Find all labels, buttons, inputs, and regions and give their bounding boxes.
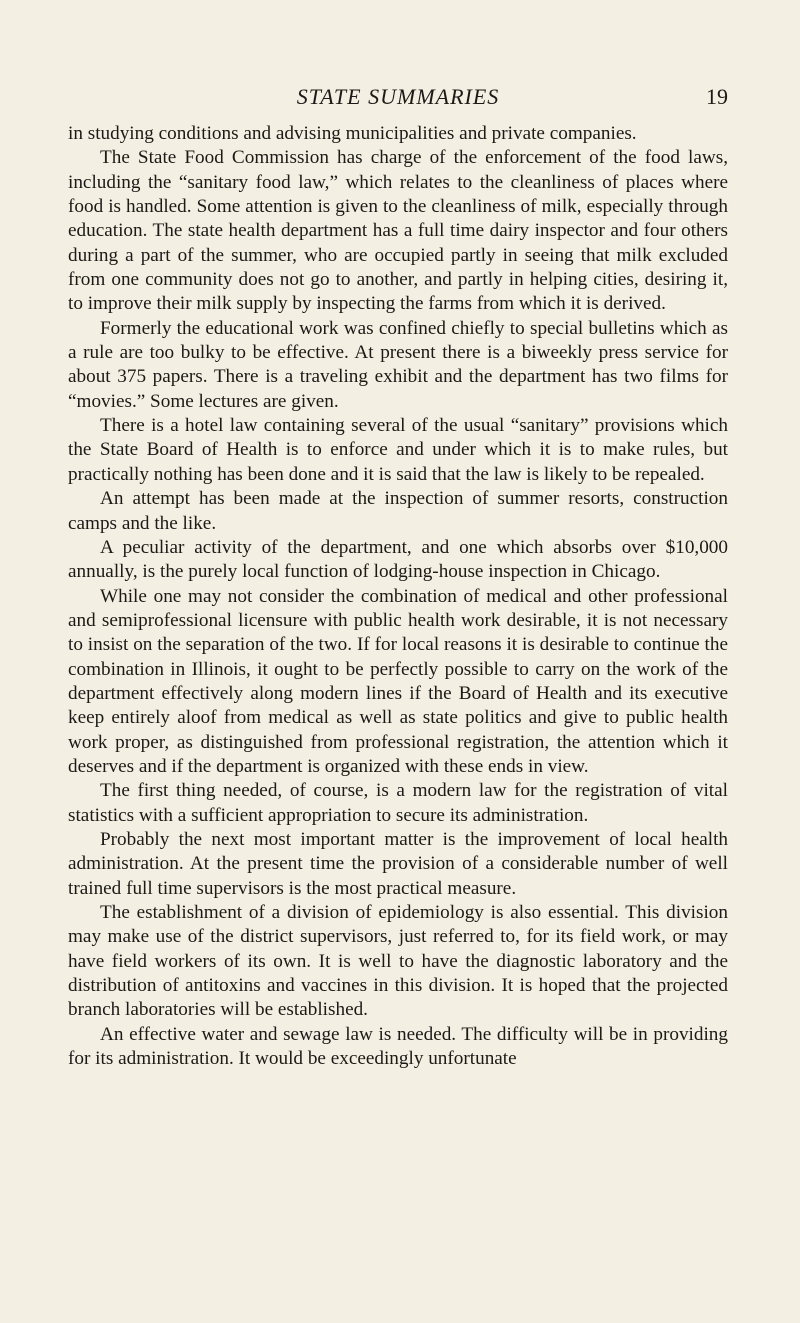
paragraph: Probably the next most important matter is the improvement of local health administration. At the present time the provision of a considerable number of well trained full time supervisors is the most practical measure. xyxy=(68,828,728,899)
paragraph: While one may not consider the combination of medical and other professional and semiprofessional licensure with public health work desirable, it is not necessary to insist on the separation of the two. If for local reasons it is desirable to continue the combination in Illinois, it ought to be perfectly possible to carry on the work of the department effectively along modern lines if the Board of Health and its executive keep entirely aloof from medical as well as state politics and give to public health work proper, as distinguished from professional registration, the attention which it deserves and if the department is organized with these ends in view. xyxy=(68,585,728,777)
paragraph: The establishment of a division of epidemiology is also essential. This division may make use of the district supervisors, just referred to, for its field work, or may have field workers of its own. It is well to have the diagnostic laboratory and the distribution of antitoxins and vaccines in this division. It is hoped that the projected branch laboratories will be established. xyxy=(68,902,728,1021)
paragraph: in studying conditions and advising municipalities and private companies. xyxy=(68,123,637,144)
paragraph: The State Food Commission has charge of the enforcement of the food laws, including the “sanitary food law,” which relates to the cleanliness of places where food is handled. Some attention is given to the cleanliness of milk, especially through education. The state health department has a full time dairy inspector and four others during a part of the summer, who are occupied partly in seeing that milk excluded from one community does not go to another, and partly in helping cities, desiring it, to improve their milk supply by inspecting the farms from which it is derived. xyxy=(68,147,728,315)
body-text xyxy=(68,122,728,1071)
paragraph: An effective water and sewage law is needed. The difficulty will be in providing for its administration. It would be exceedingly unfortunate xyxy=(68,1023,728,1070)
page-header xyxy=(68,84,728,114)
running-head: STATE SUMMARIES xyxy=(296,84,500,109)
paragraph: There is a hotel law containing several of the usual “sanitary” provisions which the State Board of Health is to enforce and under which it is to make rules, but practically nothing has been done and it is said that the law is likely to be repealed. xyxy=(68,415,728,485)
paragraph: A peculiar activity of the department, and one which absorbs over $10,000 annually, is the purely local function of lodging-house inspection in Chicago. xyxy=(68,536,728,583)
paragraph: Formerly the educational work was confined chiefly to special bulletins which as a rule are too bulky to be effective. At present there is a biweekly press service for about 375 papers. There is a traveling exhibit and the department has two films for “movies.” Some lectures are given. xyxy=(68,317,728,412)
paragraph: An attempt has been made at the inspection of summer resorts, construction camps and the like. xyxy=(68,488,728,534)
page-number: 19 xyxy=(706,84,728,109)
paragraph: The first thing needed, of course, is a modern law for the registration of vital statistics with a sufficient appropriation to secure its administration. xyxy=(68,780,728,826)
